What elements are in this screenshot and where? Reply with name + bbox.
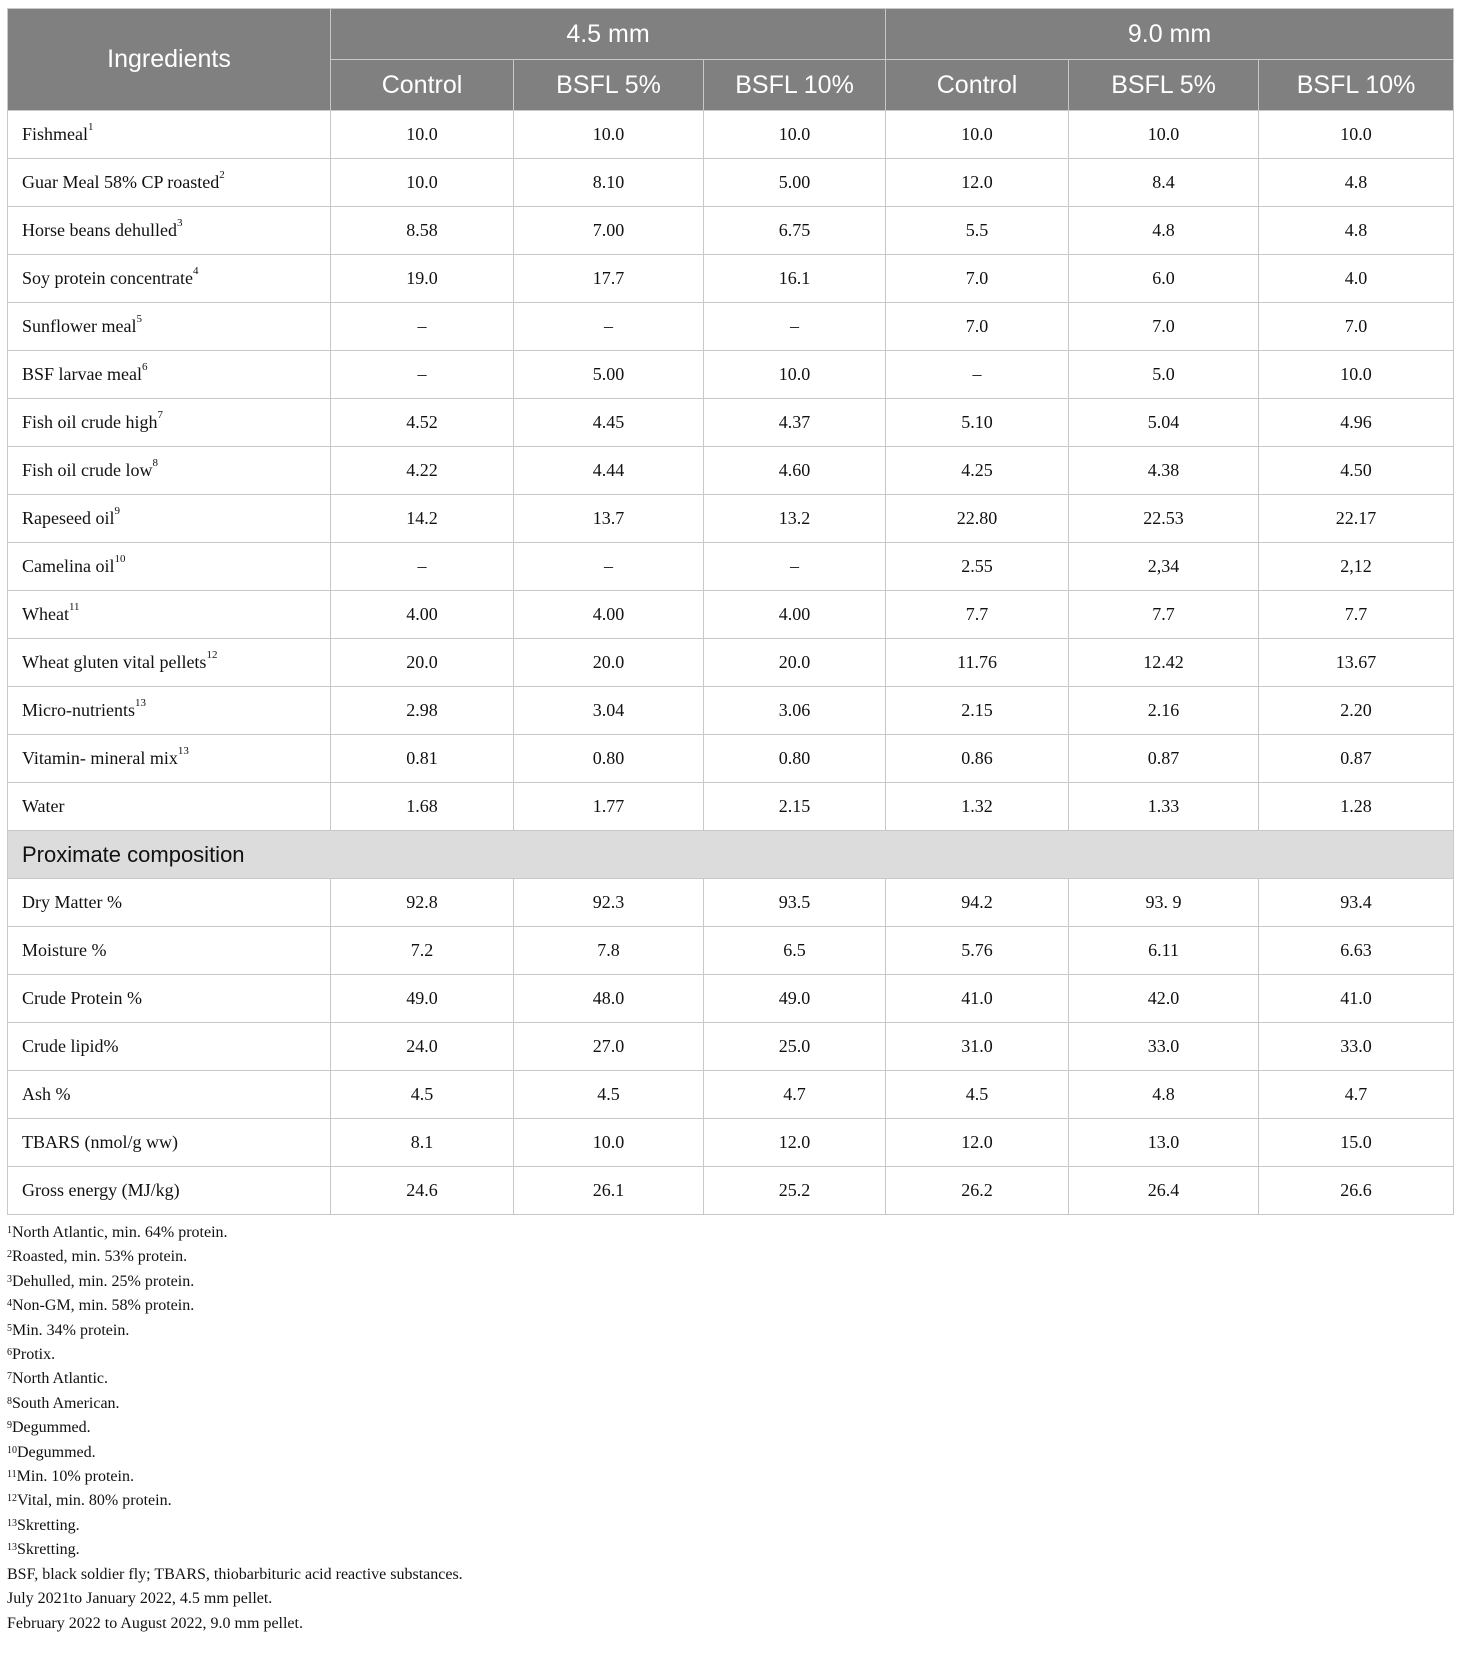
table-cell: 3.06 <box>704 687 886 735</box>
table-cell: 49.0 <box>331 975 514 1023</box>
table-note: July 2021to January 2022, 4.5 mm pellet. <box>7 1590 273 1608</box>
table-cell: 4.44 <box>514 447 704 495</box>
footnote <box>7 1343 1453 1367</box>
table-row <box>8 975 1454 1023</box>
row-label <box>8 303 331 351</box>
table-cell: 2.15 <box>704 783 886 831</box>
row-label <box>8 687 331 735</box>
table-cell: 25.0 <box>704 1023 886 1071</box>
row-label-text: Sunflower meal <box>22 316 137 336</box>
table-cell: 4.37 <box>704 399 886 447</box>
table-cell: 4.7 <box>1259 1071 1454 1119</box>
table-cell: 7.0 <box>1069 303 1259 351</box>
table-cell: 5.00 <box>704 159 886 207</box>
row-label-text: Vitamin- mineral mix <box>22 748 178 768</box>
row-label: Crude Protein % <box>8 975 331 1023</box>
footnote-number: 13 <box>7 1542 17 1554</box>
table-cell: – <box>331 351 514 399</box>
table-cell: 1.32 <box>886 783 1069 831</box>
footnote-number: 10 <box>7 1444 17 1456</box>
row-label-text: Fishmeal <box>22 124 88 144</box>
row-label <box>8 495 331 543</box>
table-cell: 2,34 <box>1069 543 1259 591</box>
row-label-text: Camelina oil <box>22 556 115 576</box>
table-cell: 4.25 <box>886 447 1069 495</box>
row-label <box>8 111 331 159</box>
footnote-number: 2 <box>7 1249 12 1261</box>
table-cell: 13.7 <box>514 495 704 543</box>
table-row <box>8 111 1454 159</box>
footnote-text: Degummed. <box>17 1443 96 1461</box>
table-row <box>8 399 1454 447</box>
table-cell: 12.0 <box>886 1119 1069 1167</box>
table-cell: 6.63 <box>1259 927 1454 975</box>
table-row <box>8 639 1454 687</box>
table-cell: 0.87 <box>1069 735 1259 783</box>
footnote-text: Non-GM, min. 58% protein. <box>12 1297 195 1315</box>
table-cell: 8.4 <box>1069 159 1259 207</box>
table-cell: 33.0 <box>1069 1023 1259 1071</box>
table-cell: 4.8 <box>1259 159 1454 207</box>
table-cell: 7.0 <box>1259 303 1454 351</box>
table-cell: 10.0 <box>1259 351 1454 399</box>
table-cell: 1.77 <box>514 783 704 831</box>
table-cell: 10.0 <box>1069 111 1259 159</box>
table-cell: 8.1 <box>331 1119 514 1167</box>
row-label <box>8 735 331 783</box>
table-cell: 4.5 <box>514 1071 704 1119</box>
table-cell: 19.0 <box>331 255 514 303</box>
row-label: Ash % <box>8 1071 331 1119</box>
header-group-4-5mm: 4.5 mm <box>331 9 886 60</box>
header-column: BSFL 10% <box>704 60 886 111</box>
footnote <box>7 1270 1453 1294</box>
table-cell: 6.11 <box>1069 927 1259 975</box>
footnote-marker: 6 <box>141 361 148 373</box>
row-label-text: Wheat gluten vital pellets <box>22 652 207 672</box>
table-cell: 7.7 <box>886 591 1069 639</box>
table-footnotes <box>7 1221 1453 1636</box>
table-cell: 26.1 <box>514 1167 704 1215</box>
table-cell: 4.00 <box>331 591 514 639</box>
table-cell: 4.5 <box>331 1071 514 1119</box>
table-note: BSF, black soldier fly; TBARS, thiobarbituric acid reactive substances. <box>7 1565 463 1583</box>
table-cell: 4.0 <box>1259 255 1454 303</box>
table-cell: 16.1 <box>704 255 886 303</box>
table-cell: 0.81 <box>331 735 514 783</box>
footnote <box>7 1294 1453 1318</box>
table-cell: – <box>331 303 514 351</box>
table-body <box>8 111 1454 1215</box>
footnote-text: North Atlantic, min. 64% protein. <box>12 1224 228 1241</box>
table-cell: 25.2 <box>704 1167 886 1215</box>
table-row <box>8 1167 1454 1215</box>
table-header <box>8 9 1454 111</box>
footnote <box>7 1416 1453 1440</box>
table-cell: 13.67 <box>1259 639 1454 687</box>
table-cell: 4.45 <box>514 399 704 447</box>
footnote-marker: 3 <box>176 217 183 229</box>
table-cell: – <box>704 543 886 591</box>
footnote-text: Min. 34% protein. <box>12 1321 130 1339</box>
table-cell: 92.3 <box>514 879 704 927</box>
row-label-text: Wheat <box>22 604 69 624</box>
table-cell: 4.7 <box>704 1071 886 1119</box>
table-cell: 42.0 <box>1069 975 1259 1023</box>
footnote-marker: 13 <box>177 745 189 757</box>
footnote-number: 8 <box>7 1395 12 1407</box>
footnote-text: Skretting. <box>17 1541 80 1559</box>
footnote-marker: 5 <box>136 313 142 325</box>
table-cell: 2.15 <box>886 687 1069 735</box>
table-cell: 0.86 <box>886 735 1069 783</box>
table-cell: 41.0 <box>1259 975 1454 1023</box>
row-label: Dry Matter % <box>8 879 331 927</box>
table-cell: 4.00 <box>514 591 704 639</box>
footnote <box>7 1489 1453 1513</box>
row-label: Moisture % <box>8 927 331 975</box>
table-row <box>8 783 1454 831</box>
footnote-number: 9 <box>7 1420 12 1432</box>
footnote-text: South American. <box>12 1394 120 1412</box>
table-cell: 12.0 <box>704 1119 886 1167</box>
table-cell: – <box>704 303 886 351</box>
row-label-text: Horse beans dehulled <box>22 220 177 240</box>
row-label <box>8 351 331 399</box>
table-row <box>8 255 1454 303</box>
table-cell: 5.04 <box>1069 399 1259 447</box>
table-cell: 3.04 <box>514 687 704 735</box>
table-cell: 10.0 <box>704 351 886 399</box>
table-row <box>8 1119 1454 1167</box>
table-row <box>8 1071 1454 1119</box>
row-label: TBARS (nmol/g ww) <box>8 1119 331 1167</box>
table-cell: 4.8 <box>1259 207 1454 255</box>
footnote <box>7 1441 1453 1465</box>
footnote-number: 13 <box>7 1517 17 1529</box>
section-title: Proximate composition <box>8 831 1454 879</box>
table-cell: 26.6 <box>1259 1167 1454 1215</box>
table-cell: 93. 9 <box>1069 879 1259 927</box>
table-cell: 2.20 <box>1259 687 1454 735</box>
footnote-number: 6 <box>7 1347 12 1359</box>
footnote-marker: 1 <box>88 121 94 133</box>
table-cell: 27.0 <box>514 1023 704 1071</box>
table-cell: 6.0 <box>1069 255 1259 303</box>
row-label: Gross energy (MJ/kg) <box>8 1167 331 1215</box>
table-cell: 8.10 <box>514 159 704 207</box>
table-cell: 20.0 <box>331 639 514 687</box>
footnote-number: 12 <box>7 1493 17 1505</box>
table-row <box>8 207 1454 255</box>
footnote-number: 11 <box>7 1469 17 1481</box>
table-row <box>8 687 1454 735</box>
row-label-text: Water <box>22 796 65 816</box>
diet-composition-table <box>7 8 1454 1215</box>
table-cell: 24.0 <box>331 1023 514 1071</box>
footnote-number: 4 <box>7 1298 12 1310</box>
footnote <box>7 1245 1453 1269</box>
table-cell: 17.7 <box>514 255 704 303</box>
table-cell: 2.16 <box>1069 687 1259 735</box>
table-cell: 7.7 <box>1069 591 1259 639</box>
table-cell: 93.4 <box>1259 879 1454 927</box>
table-cell: 4.5 <box>886 1071 1069 1119</box>
table-cell: 41.0 <box>886 975 1069 1023</box>
footnote-number: 7 <box>7 1371 12 1383</box>
header-column: BSFL 5% <box>1069 60 1259 111</box>
row-label <box>8 591 331 639</box>
table-cell: – <box>886 351 1069 399</box>
table-cell: 1.28 <box>1259 783 1454 831</box>
footnote-marker: 2 <box>219 169 225 181</box>
table-cell: 2,12 <box>1259 543 1454 591</box>
table-cell: 22.53 <box>1069 495 1259 543</box>
header-column: Control <box>886 60 1069 111</box>
header-ingredients: Ingredients <box>8 9 331 111</box>
footnote <box>7 1392 1453 1416</box>
footnote-text: North Atlantic. <box>12 1370 108 1388</box>
footnote-marker: 9 <box>114 505 120 517</box>
table-cell: 5.76 <box>886 927 1069 975</box>
table-cell: 4.00 <box>704 591 886 639</box>
table-cell: 2.55 <box>886 543 1069 591</box>
table-cell: 10.0 <box>331 111 514 159</box>
footnote-number: 1 <box>7 1225 12 1236</box>
table-cell: 5.10 <box>886 399 1069 447</box>
footnote-number: 3 <box>7 1273 12 1285</box>
footnote-number: 5 <box>7 1322 12 1334</box>
table-row <box>8 159 1454 207</box>
table-cell: 48.0 <box>514 975 704 1023</box>
table-cell: 6.75 <box>704 207 886 255</box>
footnote-marker: 7 <box>157 409 163 421</box>
row-label <box>8 639 331 687</box>
header-column: BSFL 5% <box>514 60 704 111</box>
table-row <box>8 591 1454 639</box>
footnote-marker: 10 <box>114 553 126 565</box>
footnote-marker: 12 <box>206 649 218 661</box>
table-cell: 4.60 <box>704 447 886 495</box>
table-cell: 7.2 <box>331 927 514 975</box>
footnote-text: Degummed. <box>12 1419 91 1437</box>
row-label <box>8 255 331 303</box>
row-label <box>8 447 331 495</box>
header-column: Control <box>331 60 514 111</box>
table-cell: – <box>514 303 704 351</box>
table-cell: 8.58 <box>331 207 514 255</box>
table-cell: 4.50 <box>1259 447 1454 495</box>
table-cell: 92.8 <box>331 879 514 927</box>
table-row <box>8 447 1454 495</box>
table-cell: 22.80 <box>886 495 1069 543</box>
table-cell: – <box>514 543 704 591</box>
table-cell: 5.0 <box>1069 351 1259 399</box>
table-row <box>8 351 1454 399</box>
footnote <box>7 1465 1453 1489</box>
header-column: BSFL 10% <box>1259 60 1454 111</box>
table-cell: 93.5 <box>704 879 886 927</box>
table-cell: 33.0 <box>1259 1023 1454 1071</box>
table-row <box>8 735 1454 783</box>
table-row <box>8 495 1454 543</box>
table-cell: 49.0 <box>704 975 886 1023</box>
row-label <box>8 159 331 207</box>
table-cell: 5.00 <box>514 351 704 399</box>
table-row <box>8 879 1454 927</box>
table-cell: 0.80 <box>514 735 704 783</box>
table-note: February 2022 to August 2022, 9.0 mm pellet. <box>7 1614 303 1632</box>
footnote-marker: 8 <box>152 457 158 469</box>
footnote-text: Roasted, min. 53% protein. <box>12 1248 188 1266</box>
row-label-text: Fish oil crude high <box>22 412 158 432</box>
table-cell: 10.0 <box>1259 111 1454 159</box>
row-label <box>8 543 331 591</box>
section-row <box>8 831 1454 879</box>
table-cell: 7.0 <box>886 303 1069 351</box>
table-cell: 10.0 <box>331 159 514 207</box>
table-cell: 0.80 <box>704 735 886 783</box>
table-cell: 10.0 <box>514 111 704 159</box>
table-cell: 31.0 <box>886 1023 1069 1071</box>
table-row <box>8 927 1454 975</box>
row-label <box>8 399 331 447</box>
row-label-text: Guar Meal 58% CP roasted <box>22 172 220 192</box>
table-cell: 2.98 <box>331 687 514 735</box>
footnote-text: Dehulled, min. 25% protein. <box>12 1272 195 1290</box>
table-cell: 1.68 <box>331 783 514 831</box>
footnote-text: Vital, min. 80% protein. <box>17 1492 172 1510</box>
table-row <box>8 543 1454 591</box>
table-cell: 4.96 <box>1259 399 1454 447</box>
table-cell: 12.0 <box>886 159 1069 207</box>
table-cell: 14.2 <box>331 495 514 543</box>
table-cell: 4.22 <box>331 447 514 495</box>
table-cell: 13.2 <box>704 495 886 543</box>
row-label-text: Fish oil crude low <box>22 460 153 480</box>
footnote <box>7 1538 1453 1562</box>
table-cell: 7.00 <box>514 207 704 255</box>
table-cell: 7.8 <box>514 927 704 975</box>
footnote-marker: 11 <box>68 601 80 613</box>
row-label-text: Micro-nutrients <box>22 700 135 720</box>
table-cell: 4.52 <box>331 399 514 447</box>
row-label-text: Rapeseed oil <box>22 508 115 528</box>
table-cell: 26.4 <box>1069 1167 1259 1215</box>
table-cell: 10.0 <box>704 111 886 159</box>
table-cell: 10.0 <box>886 111 1069 159</box>
row-label-text: Soy protein concentrate <box>22 268 193 288</box>
table-cell: – <box>331 543 514 591</box>
table-cell: 26.2 <box>886 1167 1069 1215</box>
table-cell: 7.0 <box>886 255 1069 303</box>
table-cell: 0.87 <box>1259 735 1454 783</box>
table-cell: 94.2 <box>886 879 1069 927</box>
table-cell: 24.6 <box>331 1167 514 1215</box>
table-cell: 12.42 <box>1069 639 1259 687</box>
footnote-text: Min. 10% protein. <box>16 1468 134 1486</box>
row-label <box>8 783 331 831</box>
table-cell: 7.7 <box>1259 591 1454 639</box>
table-cell: 5.5 <box>886 207 1069 255</box>
footnote <box>7 1319 1453 1343</box>
row-label <box>8 207 331 255</box>
table-cell: 1.33 <box>1069 783 1259 831</box>
row-label-text: BSF larvae meal <box>22 364 142 384</box>
row-label: Crude lipid% <box>8 1023 331 1071</box>
table-cell: 13.0 <box>1069 1119 1259 1167</box>
footnote <box>7 1221 1453 1245</box>
footnote-text: Skretting. <box>17 1516 80 1534</box>
table-container <box>7 8 1453 1636</box>
table-cell: 6.5 <box>704 927 886 975</box>
footnote-text: Protix. <box>12 1346 56 1364</box>
table-cell: 10.0 <box>514 1119 704 1167</box>
table-row <box>8 303 1454 351</box>
table-cell: 20.0 <box>514 639 704 687</box>
table-cell: 20.0 <box>704 639 886 687</box>
table-cell: 15.0 <box>1259 1119 1454 1167</box>
table-row <box>8 1023 1454 1071</box>
footnote-marker: 13 <box>134 697 146 709</box>
table-cell: 22.17 <box>1259 495 1454 543</box>
footnote <box>7 1514 1453 1538</box>
footnote <box>7 1367 1453 1391</box>
table-cell: 4.8 <box>1069 207 1259 255</box>
table-cell: 11.76 <box>886 639 1069 687</box>
footnote-marker: 4 <box>192 265 199 277</box>
header-group-9-0mm: 9.0 mm <box>886 9 1454 60</box>
table-cell: 4.38 <box>1069 447 1259 495</box>
table-cell: 4.8 <box>1069 1071 1259 1119</box>
